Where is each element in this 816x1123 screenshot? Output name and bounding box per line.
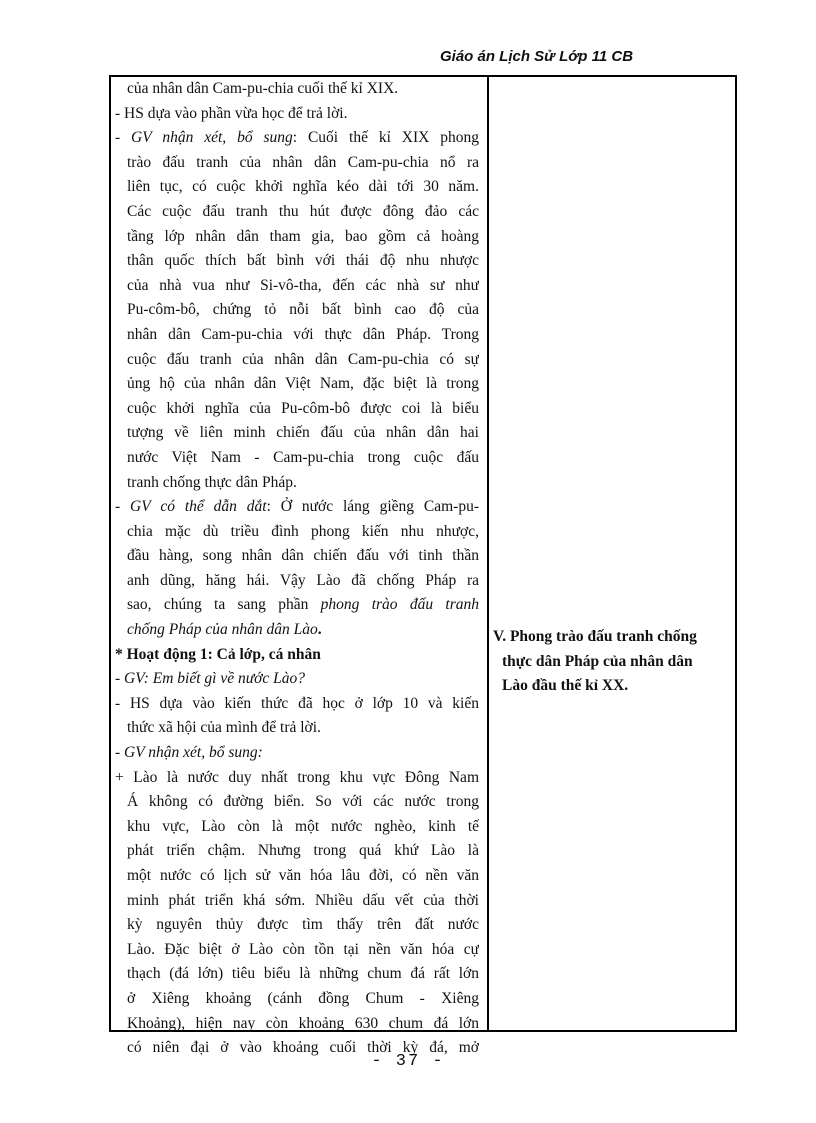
text-line: một nước có lịch sử văn hóa lâu đời, có nền văn [127, 867, 479, 884]
italic-lead: - GV nhận xét, bổ sung [115, 129, 293, 147]
text-line: thạch (đá lớn) tiêu biểu là những chum đá rất lớn [127, 965, 479, 983]
section-heading-line: V. Phong trào đấu tranh chống [493, 628, 697, 645]
text-line: Lào. Đặc biệt ở Lào còn tồn tại nền văn hóa cự [127, 940, 479, 958]
text-run: . [317, 621, 322, 639]
text-line: đầu hàng, song nhân dân chiến đấu với tinh thần [127, 547, 479, 565]
text-line: - HS dựa vào kiến thức đã học ở lớp 10 và kiến [115, 694, 479, 712]
right-column-content [493, 625, 733, 699]
text-run: : Ở nước láng giềng Cam-pu- [266, 498, 479, 516]
text-line: liên tục, có cuộc khởi nghĩa kéo dài tới 30 năm. [127, 178, 479, 196]
text-line: - GV nhận xét, bổ sung: [115, 744, 263, 762]
text-line: của nhà vua như Si-vô-tha, đến các nhà sư như [127, 276, 479, 294]
text-line: cuộc đấu tranh của nhân dân Cam-pu-chia có sự [127, 350, 479, 368]
page-header-title: Giáo án Lịch Sử Lớp 11 CB [440, 48, 634, 65]
section-heading-line: thực dân Pháp của nhân dân [502, 652, 693, 670]
text-line: + Lào là nước duy nhất trong khu vực Đông Nam [115, 768, 479, 786]
text-line: nhân dân Cam-pu-chia với thực dân Pháp. Trong [127, 325, 479, 343]
text-line: thức xã hội của mình để trả lời. [127, 719, 321, 737]
text-line [115, 618, 479, 643]
lesson-table [109, 75, 737, 1057]
text-line: nước Việt Nam - Cam-pu-chia trong cuộc đấu [127, 448, 479, 466]
section-heading-line: Lào đầu thế kỉ XX. [502, 677, 629, 695]
text-line: thân quốc thích bất bình với thái độ nhu nhược [127, 252, 479, 270]
text-line: - GV: Em biết gì về nước Lào? [115, 670, 306, 688]
text-line: có niên đại ở vào khoảng cuối thời kỳ đá, mở [127, 1039, 479, 1057]
text-run: : Cuối thế kỉ XIX phong [292, 129, 479, 147]
text-line: kỳ nguyên thủy được tìm thấy trên đất nước [127, 916, 479, 934]
left-column-content [115, 77, 479, 1061]
text-line: Á không có đường biển. So với các nước trong [127, 793, 479, 811]
activity-heading: * Hoạt động 1: Cả lớp, cá nhân [115, 645, 321, 663]
text-line [115, 593, 479, 618]
italic-run: phong trào đấu tranh [320, 596, 479, 614]
text-line: tượng về liên minh chiến đấu của nhân dân hai [127, 424, 479, 442]
text-line: tranh chống thực dân Pháp. [127, 473, 297, 491]
text-line: ở Xiêng khoảng (cánh đồng Chum - Xiêng [127, 989, 479, 1007]
column-divider [487, 77, 489, 1030]
text-line: trào đấu tranh của nhân dân Cam-pu-chia nổ ra [127, 153, 479, 171]
text-line: chia mặc dù triều đình phong kiến nhu nhược, [127, 522, 479, 540]
text-line: - HS dựa vào phần vừa học để trả lời. [115, 104, 348, 122]
text-line: minh phát triển khá sớm. Nhiều dấu vết của thời [127, 891, 479, 909]
text-line: phát triển chậm. Nhưng trong quá khứ Lào là [127, 842, 479, 860]
italic-run: chống Pháp của nhân dân Lào [127, 621, 318, 639]
text-line: anh dũng, hăng hái. Vậy Lào đã chống Pháp ra [127, 571, 479, 589]
text-line: ủng hộ của nhân dân Việt Nam, đặc biệt là trong [127, 375, 479, 393]
page-number: - 37 - [371, 1052, 445, 1071]
text-line: Các cuộc đấu tranh thu hút được đông đảo các [127, 202, 479, 220]
text-line [115, 126, 479, 151]
text-line: cuộc khởi nghĩa của Pu-côm-bô được coi là biểu [127, 399, 479, 417]
italic-lead: - GV có thể dẫn dắt [115, 498, 267, 516]
text-line: Pu-côm-bô, chứng tỏ nỗi bất bình cao độ của [127, 301, 479, 319]
text-run: sao, chúng ta sang phần [127, 596, 321, 614]
text-line: của nhân dân Cam-pu-chia cuối thế kỉ XIX. [127, 80, 399, 97]
text-line: khu vực, Lào còn là một nước nghèo, kinh tế [127, 817, 479, 835]
text-line: Khoảng), hiện nay còn khoảng 630 chum đá lớn [127, 1014, 479, 1032]
text-line [115, 495, 479, 520]
text-line: tầng lớp nhân dân tham gia, bao gồm cả hoàng [127, 227, 479, 245]
